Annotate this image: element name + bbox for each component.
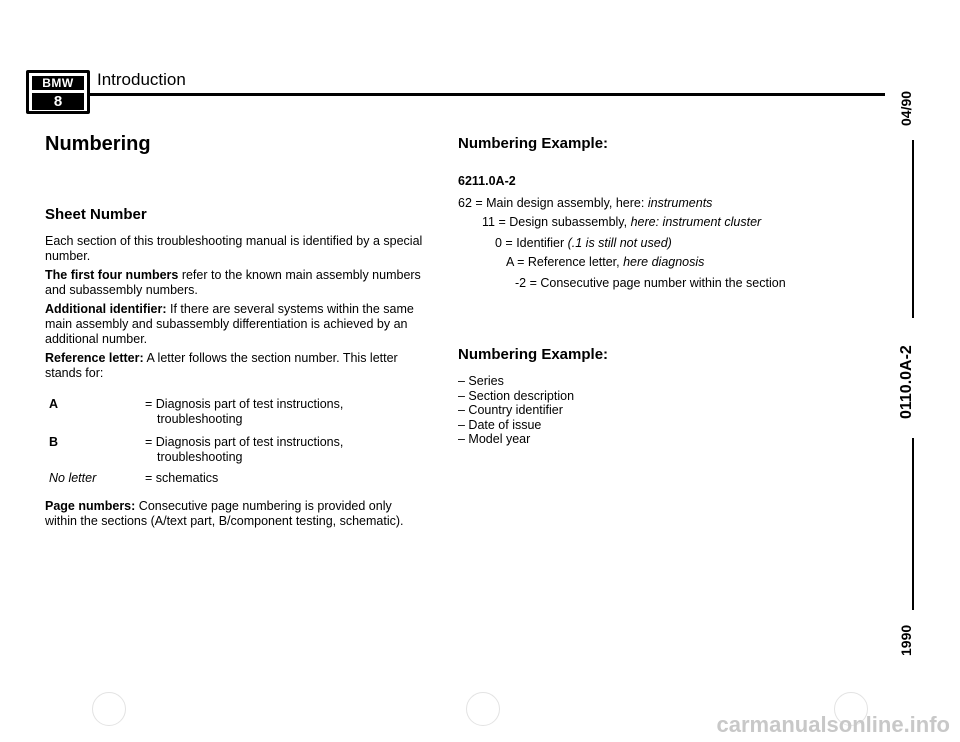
letter-term: A [49,397,59,411]
letter-desc [145,397,365,427]
paragraph-reference-letter [45,351,425,381]
letter-term: B [49,435,59,449]
list-item: – Series [458,374,504,388]
punch-hole [466,692,500,726]
letter-term: No letter [49,471,97,485]
logo-series-text: 8 [32,93,84,110]
reference-letter-list [49,397,409,491]
letter-desc [145,471,365,486]
example-line-text: -2 = Consecutive page number within the section [515,276,786,290]
paragraph-label: Page numbers: [45,499,136,513]
list-item: – Model year [458,432,531,446]
paragraph-label: The first four numbers [45,268,179,282]
header-rule [88,93,885,96]
letter-desc-line1: = Diagnosis part of test instructions, [145,435,344,449]
letter-desc [145,435,365,465]
example-line-italic: (.1 is still not used) [567,236,672,250]
example-line-page [515,276,786,291]
paragraph-text: A letter follows the section number. This letter stands for: [45,351,398,380]
bmw-8-logo [26,70,90,114]
list-item: – Section description [458,388,575,403]
paragraph-additional-identifier [45,302,425,347]
example-line-text: A = Reference letter, [506,255,624,269]
paragraph-text: refer to the known main assembly numbers and subassembly numbers. [45,268,421,297]
watermark: carmanualsonline.info [716,712,950,737]
section-subtitle: Sheet Number [45,206,147,223]
letter-row-a [49,397,409,433]
example-code: 6211.0A-2 [458,174,516,188]
page-title: Numbering [45,133,151,155]
list-item: – Date of issue [458,417,542,432]
example-title-2: Numbering Example: [458,346,609,363]
side-year: 1990 [898,624,914,656]
example-line-text: 0 = Identifier [495,236,568,250]
side-divider [912,438,914,610]
side-date: 04/90 [898,90,914,126]
example-line-identifier [495,236,672,251]
paragraph-text: Consecutive page numbering is provided only within the sections (A/text part, B/component testing, schematic). [45,499,404,528]
paragraph-label: Reference letter: [45,351,144,365]
punch-hole [92,692,126,726]
example-line-sub [482,215,761,230]
example-list [458,374,574,447]
letter-desc-line2: troubleshooting [157,412,243,426]
example-line-italic: here: instrument cluster [630,215,762,229]
letter-row-none [49,471,409,491]
letter-desc-line1: = Diagnosis part of test instructions, [145,397,344,411]
example-line-main [458,196,712,211]
example-title: Numbering Example: [458,135,609,152]
paragraph-label: Additional identifier: [45,302,167,316]
paragraph-text: If there are several systems within the same main assembly and subassembly differentiation is achieved by an additional number. [45,302,414,346]
example-line-reference [506,255,704,270]
paragraph-page-numbers [45,499,425,529]
letter-desc-line1: = schematics [145,471,219,485]
paragraph-first-four-numbers [45,268,425,298]
side-section-code: 0110.0A-2 [898,345,915,419]
paragraph-intro: Each section of this troubleshooting manual is identified by a special number. [45,234,423,263]
letter-row-b [49,435,409,471]
example-line-text: 62 = Main design assembly, here: [458,196,648,210]
side-divider [912,140,914,318]
example-line-italic: here diagnosis [623,255,705,269]
example-line-text: 11 = Design subassembly, [482,215,631,229]
list-item: – Country identifier [458,403,563,417]
logo-brand-text: BMW [32,76,84,90]
example-line-italic: instruments [647,196,713,210]
header-title: Introduction [97,70,186,89]
letter-desc-line2: troubleshooting [157,450,243,464]
